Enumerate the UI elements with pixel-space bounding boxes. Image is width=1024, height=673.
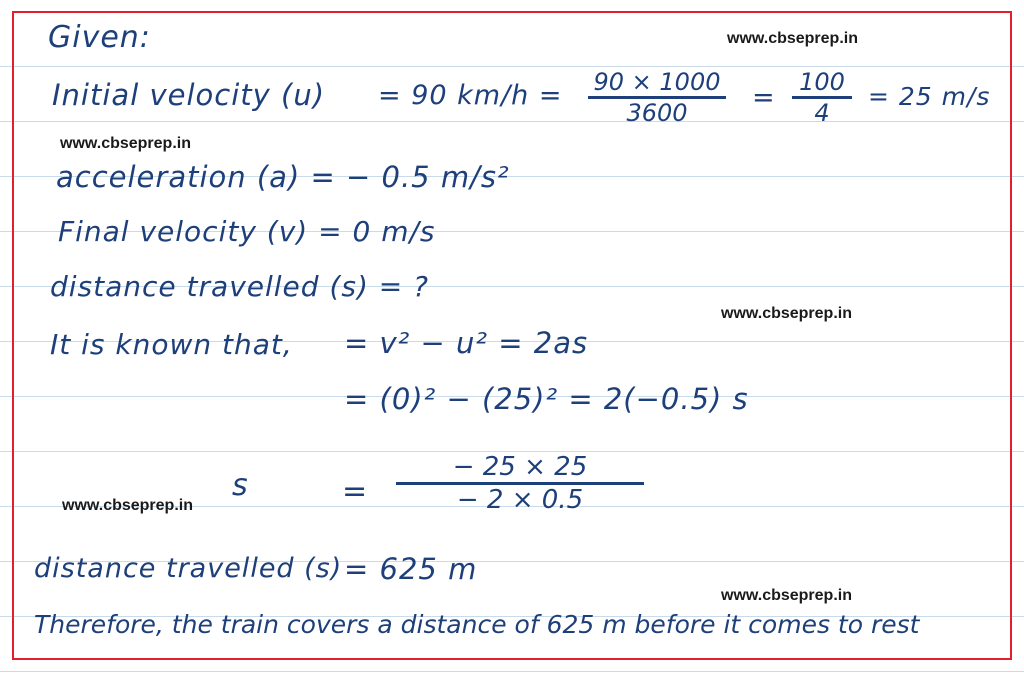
equation-of-motion: = v² − u² = 2as [344, 326, 589, 360]
fraction-s-value [396, 452, 644, 515]
watermark: www.cbseprep.in [60, 135, 191, 152]
substitution-line: = (0)² − (25)² = 2(−0.5) s [344, 382, 749, 416]
distance-unknown-line: distance travelled (s) = ? [50, 270, 430, 303]
watermark: www.cbseprep.in [62, 497, 193, 514]
fraction-denominator: 4 [814, 99, 830, 127]
fraction-90x1000-over-3600 [588, 68, 726, 127]
fraction-denominator: − 2 × 0.5 [456, 485, 584, 515]
given-heading: Given: [48, 20, 151, 55]
s-label: s [232, 468, 249, 503]
acceleration-line: acceleration (a) = − 0.5 m/s² [56, 160, 510, 194]
fraction-numerator: 100 [799, 68, 845, 96]
equals-sign: = [752, 82, 776, 113]
fraction-denominator: 3600 [626, 99, 688, 127]
conclusion-line: Therefore, the train covers a distance of 625 m before it comes to rest [34, 610, 920, 639]
fraction-numerator: − 25 × 25 [452, 452, 588, 482]
initial-velocity-result: = 25 m/s [868, 82, 991, 111]
fraction-numerator: 90 × 1000 [593, 68, 721, 96]
distance-result-value: = 625 m [344, 552, 478, 586]
watermark: www.cbseprep.in [721, 305, 852, 322]
equals-sign: = [342, 474, 369, 509]
initial-velocity-label: Initial velocity (u) [52, 78, 326, 112]
known-that-label: It is known that, [50, 328, 293, 361]
distance-result-label: distance travelled (s) [34, 553, 343, 584]
initial-velocity-eq: = 90 km/h = [378, 80, 563, 111]
fraction-100-over-4 [792, 68, 852, 127]
watermark: www.cbseprep.in [727, 30, 858, 47]
watermark: www.cbseprep.in [721, 587, 852, 604]
final-velocity-line: Final velocity (v) = 0 m/s [58, 215, 436, 248]
